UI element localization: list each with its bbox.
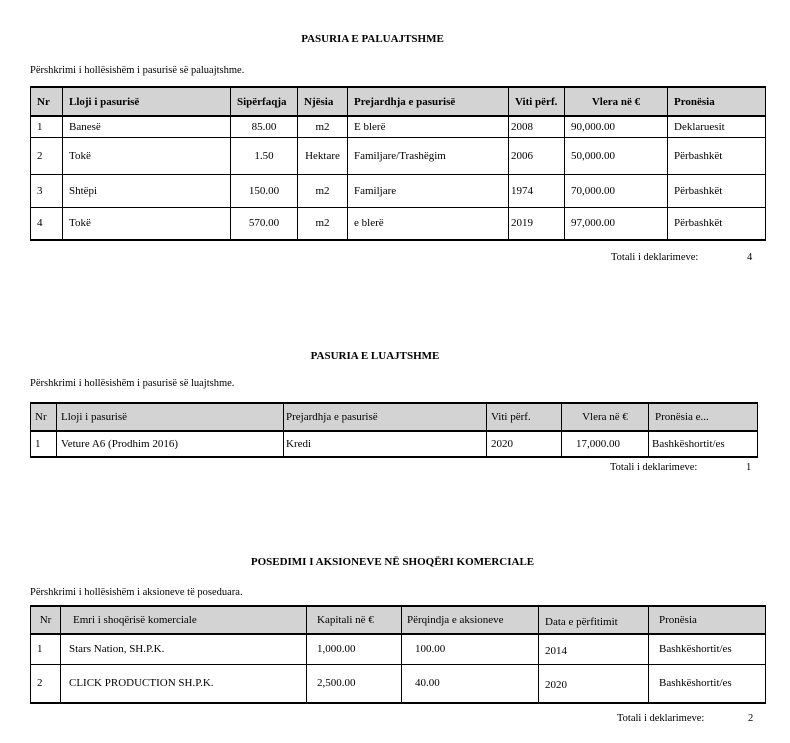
- cell-year: 2006: [509, 137, 565, 174]
- cell-year: 1974: [509, 174, 565, 207]
- column-header-value: Vlera në €: [562, 403, 649, 431]
- column-header-unit: Njësia: [298, 87, 348, 116]
- table-row: [31, 137, 766, 174]
- cell-share-percentage: 100.00: [402, 634, 539, 664]
- section-description-shares: Përshkrimi i hollësishëm i aksioneve të poseduara.: [30, 587, 243, 598]
- cell-origin: E blerë: [348, 116, 509, 137]
- cell-capital: 2,500.00: [307, 664, 402, 703]
- column-header-nr: Nr: [31, 87, 63, 116]
- cell-area: 1.50: [231, 137, 298, 174]
- cell-acquisition-date: 2014: [539, 634, 649, 664]
- column-header-share-percentage: Përqindja e aksioneve: [402, 606, 539, 634]
- cell-company-name: Stars Nation, SH.P.K.: [61, 634, 307, 664]
- table-row: [31, 207, 766, 240]
- cell-unit: m2: [298, 174, 348, 207]
- column-header-value: Vlera në €: [565, 87, 668, 116]
- column-header-acquisition-date: Data e përfitimit: [539, 606, 649, 634]
- cell-origin: Familjare: [348, 174, 509, 207]
- cell-unit: m2: [298, 116, 348, 137]
- total-value: 4: [747, 252, 753, 263]
- cell-owner: Përbashkët: [668, 207, 766, 240]
- cell-origin: e blerë: [348, 207, 509, 240]
- shares-table: [30, 605, 766, 704]
- cell-unit: m2: [298, 207, 348, 240]
- cell-company-name: CLICK PRODUCTION SH.P.K.: [61, 664, 307, 703]
- section-title-shares: POSEDIMI I AKSIONEVE NË SHOQËRI KOMERCIALE: [250, 556, 535, 568]
- cell-nr: 1: [31, 634, 61, 664]
- total-value: 2: [748, 713, 754, 724]
- column-header-owner: Pronësia: [668, 87, 766, 116]
- table-row: [31, 431, 758, 457]
- column-header-origin: Prejardhja e pasurisë: [284, 403, 487, 431]
- cell-nr: 4: [31, 207, 63, 240]
- total-label: Totali i deklarimeve:: [610, 462, 698, 473]
- table-row: [31, 116, 766, 137]
- cell-type: Banesë: [63, 116, 231, 137]
- cell-nr: 2: [31, 137, 63, 174]
- table-row: [31, 174, 766, 207]
- cell-type: Tokë: [63, 207, 231, 240]
- cell-owner: Deklaruesit: [668, 116, 766, 137]
- cell-area: 570.00: [231, 207, 298, 240]
- cell-value: 70,000.00: [565, 174, 668, 207]
- total-value: 1: [746, 462, 752, 473]
- cell-unit: Hektare: [298, 137, 348, 174]
- cell-nr: 1: [31, 431, 57, 457]
- cell-owner: Bashkëshortit/es: [649, 431, 758, 457]
- column-header-area: Sipërfaqja: [231, 87, 298, 116]
- column-header-origin: Prejardhja e pasurisë: [348, 87, 509, 116]
- section-description-immovable-property: Përshkrimi i hollësishëm i pasurisë së paluajtshme.: [30, 65, 245, 76]
- cell-nr: 1: [31, 116, 63, 137]
- cell-area: 85.00: [231, 116, 298, 137]
- cell-type: Veture A6 (Prodhim 2016): [57, 431, 284, 457]
- immovable-property-table: [30, 86, 766, 241]
- cell-type: Tokë: [63, 137, 231, 174]
- column-header-year: Viti përf.: [509, 87, 565, 116]
- cell-value: 50,000.00: [565, 137, 668, 174]
- table-row: [31, 634, 766, 664]
- column-header-company-name: Emri i shoqërisë komerciale: [61, 606, 307, 634]
- section-description-movable-property: Përshkrimi i hollësishëm i pasurisë së luajtshme.: [30, 378, 235, 389]
- cell-year: 2019: [509, 207, 565, 240]
- column-header-nr: Nr: [31, 403, 57, 431]
- column-header-capital: Kapitali në €: [307, 606, 402, 634]
- cell-owner: Bashkëshortit/es: [649, 664, 766, 703]
- column-header-type: Lloji i pasurisë: [63, 87, 231, 116]
- section-title-movable-property: PASURIA E LUAJTSHME: [310, 350, 440, 362]
- section-title-immovable-property: PASURIA E PALUAJTSHME: [301, 33, 444, 45]
- column-header-owner: Pronësia: [649, 606, 766, 634]
- cell-year: 2020: [487, 431, 562, 457]
- cell-capital: 1,000.00: [307, 634, 402, 664]
- cell-nr: 3: [31, 174, 63, 207]
- table-row: [31, 664, 766, 703]
- total-label: Totali i deklarimeve:: [611, 252, 699, 263]
- cell-acquisition-date: 2020: [539, 664, 649, 703]
- cell-value: 97,000.00: [565, 207, 668, 240]
- movable-property-table: [30, 402, 758, 458]
- cell-share-percentage: 40.00: [402, 664, 539, 703]
- cell-owner: Përbashkët: [668, 174, 766, 207]
- cell-value: 90,000.00: [565, 116, 668, 137]
- cell-owner: Bashkëshortit/es: [649, 634, 766, 664]
- column-header-owner: Pronësia e...: [649, 403, 758, 431]
- column-header-year: Viti përf.: [487, 403, 562, 431]
- cell-origin: Familjare/Trashëgim: [348, 137, 509, 174]
- total-label: Totali i deklarimeve:: [617, 713, 705, 724]
- cell-owner: Përbashkët: [668, 137, 766, 174]
- cell-year: 2008: [509, 116, 565, 137]
- cell-origin: Kredi: [284, 431, 487, 457]
- cell-nr: 2: [31, 664, 61, 703]
- column-header-nr: Nr: [31, 606, 61, 634]
- cell-value: 17,000.00: [562, 431, 649, 457]
- cell-type: Shtëpi: [63, 174, 231, 207]
- cell-area: 150.00: [231, 174, 298, 207]
- column-header-type: Lloji i pasurisë: [57, 403, 284, 431]
